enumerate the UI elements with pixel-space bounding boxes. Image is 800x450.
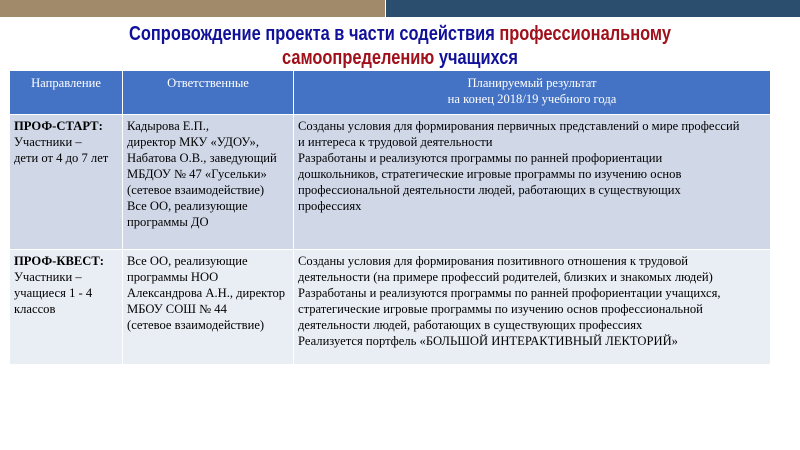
direction-line: Участники – bbox=[14, 270, 82, 284]
direction-line: классов bbox=[14, 302, 56, 316]
responsible-line: директор МКУ «УДОУ», bbox=[127, 135, 259, 149]
responsible-line: Набатова О.В., заведующий bbox=[127, 151, 277, 165]
direction-line: дети от 4 до 7 лет bbox=[14, 151, 109, 165]
result-cell bbox=[294, 250, 771, 365]
title-part-red: профессиональному самоопределению bbox=[282, 23, 671, 69]
responsible-line: МБОУ СОШ № 44 bbox=[127, 302, 227, 316]
result-line: дошкольников, стратегические игровые программы по изучению основ bbox=[298, 167, 682, 181]
table-header bbox=[10, 71, 771, 115]
header-responsible: Ответственные bbox=[123, 71, 294, 115]
result-line: деятельности людей, работающих в существующих профессиях bbox=[298, 318, 643, 332]
table-row bbox=[10, 115, 771, 250]
responsible-line: программы ДО bbox=[127, 215, 209, 229]
responsible-line: Все ОО, реализующие bbox=[127, 199, 248, 213]
table-row bbox=[10, 250, 771, 365]
result-line: Реализуется портфель «БОЛЬШОЙ ИНТЕРАКТИВНЫЙ ЛЕКТОРИЙ» bbox=[298, 334, 678, 348]
result-line: профессиональной деятельности людей, работающих в существующих bbox=[298, 183, 681, 197]
header-result bbox=[294, 71, 771, 115]
top-bar-right bbox=[386, 0, 800, 17]
responsible-cell bbox=[123, 250, 294, 365]
header-direction: Направление bbox=[10, 71, 123, 115]
responsible-line: (сетевое взаимодействие) bbox=[127, 183, 265, 197]
direction-cell bbox=[10, 250, 123, 365]
result-line: Разработаны и реализуются программы по ранней профориентации bbox=[298, 151, 663, 165]
responsible-line: Кадырова Е.П., bbox=[127, 119, 210, 133]
title-part-blue-end: учащихся bbox=[434, 47, 518, 69]
result-line: Созданы условия для формирования первичных представлений о мире профессий bbox=[298, 119, 740, 133]
direction-title: ПРОФ-КВЕСТ: bbox=[14, 254, 104, 268]
responsible-cell bbox=[123, 115, 294, 250]
header-result-line1: Планируемый результат bbox=[467, 76, 597, 90]
top-bar-left bbox=[0, 0, 385, 17]
result-cell bbox=[294, 115, 771, 250]
responsible-line: МБДОУ № 47 «Гусельки» bbox=[127, 167, 267, 181]
responsible-line: Все ОО, реализующие bbox=[127, 254, 248, 268]
direction-line: Участники – bbox=[14, 135, 82, 149]
result-line: Разработаны и реализуются программы по ранней профориентации учащихся, bbox=[298, 286, 721, 300]
result-line: деятельности (на примере профессий родителей, близких и знакомых людей) bbox=[298, 270, 713, 284]
slide-title bbox=[72, 22, 728, 70]
result-line: и интереса к трудовой деятельности bbox=[298, 135, 493, 149]
result-line: стратегические игровые программы по изучению основ профессиональной bbox=[298, 302, 703, 316]
direction-title: ПРОФ-СТАРТ: bbox=[14, 119, 103, 133]
result-line: профессиях bbox=[298, 199, 362, 213]
direction-cell bbox=[10, 115, 123, 250]
responsible-line: программы НОО bbox=[127, 270, 219, 284]
responsible-line: (сетевое взаимодействие) bbox=[127, 318, 265, 332]
responsible-line: Александрова А.Н., директор bbox=[127, 286, 286, 300]
header-result-line2: на конец 2018/19 учебного года bbox=[447, 92, 617, 106]
direction-line: учащиеся 1 - 4 bbox=[14, 286, 93, 300]
title-part-blue: Сопровождение проекта в части содействия bbox=[129, 23, 500, 45]
result-line: Созданы условия для формирования позитивного отношения к трудовой bbox=[298, 254, 688, 268]
project-table bbox=[9, 70, 771, 365]
